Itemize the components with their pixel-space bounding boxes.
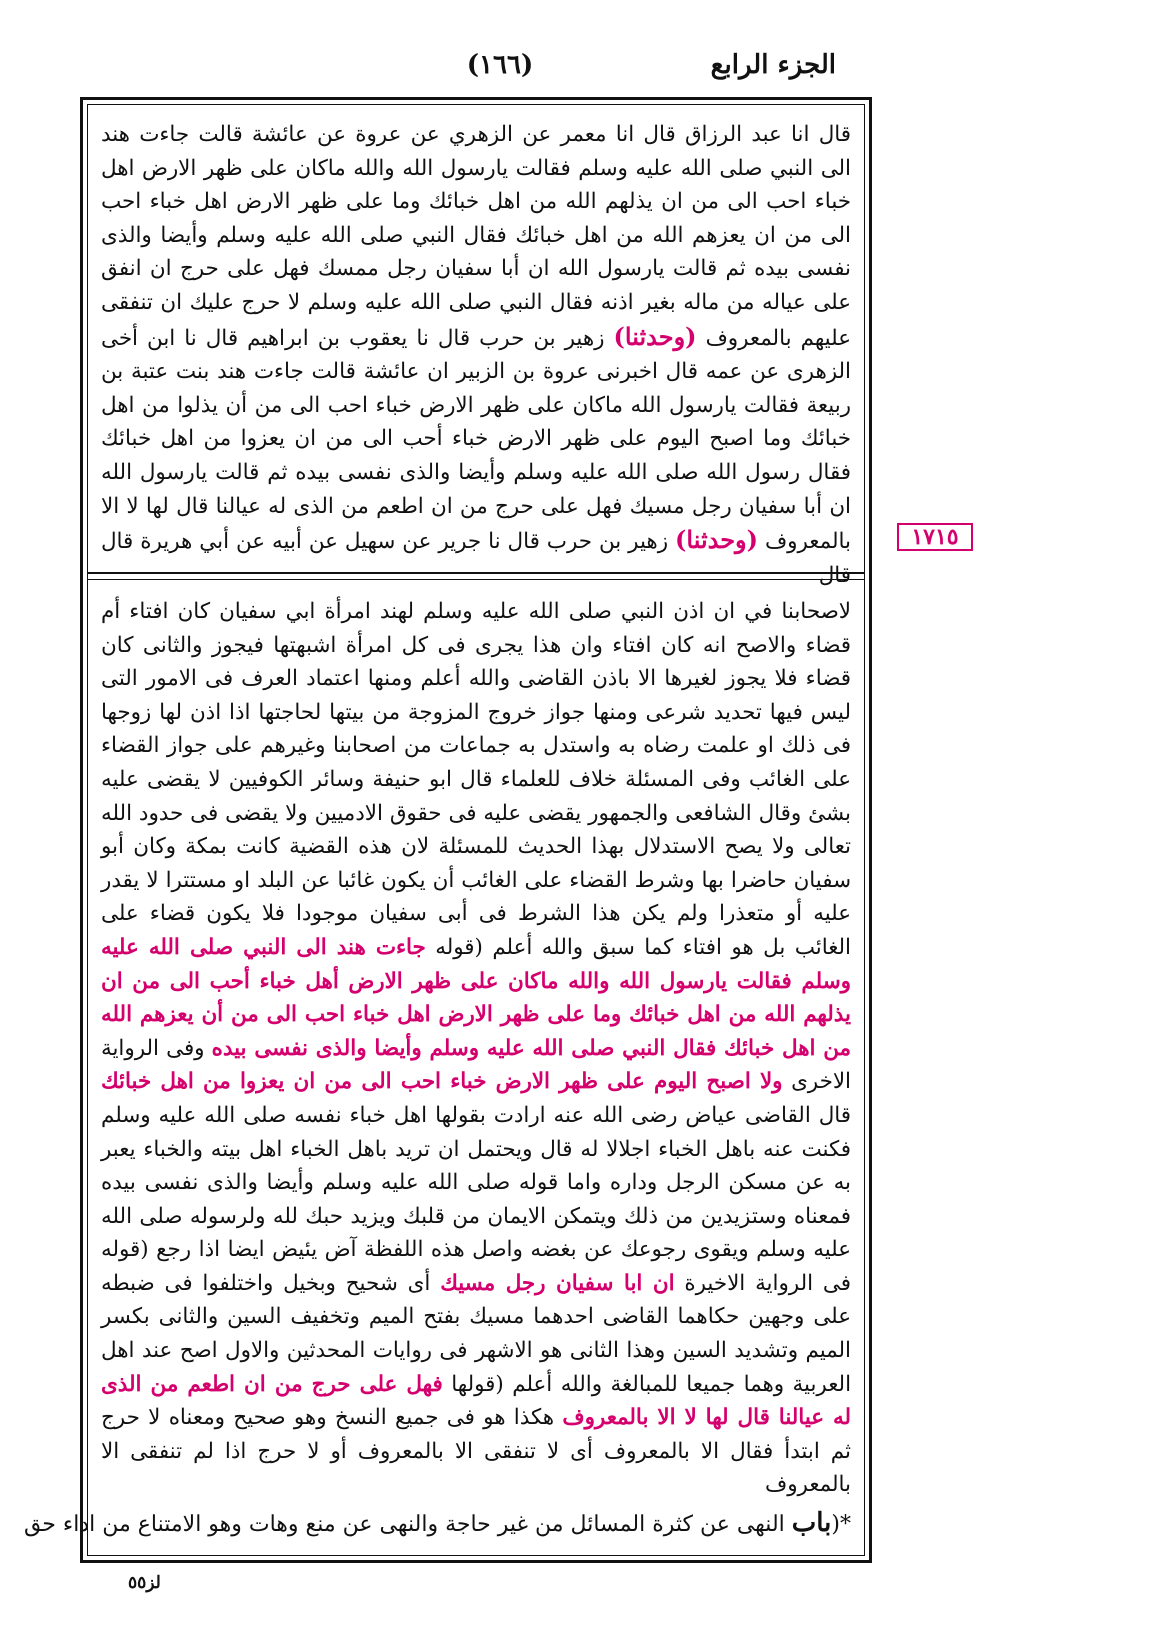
chapter-paren: ( bbox=[831, 1512, 840, 1537]
chapter-keyword: باب bbox=[791, 1508, 832, 1538]
sharh-text-4: أى شحيح وبخيل واختلفوا فى ضبطه على وجهين حكاهما القاضى احدهما مسيك بفتح الميم وتخفيف السين والثانى بكسر الميم وتشديد السين وهذا الثانى هو الاشهر فى روايات المحدثين والاول اصح عند اهل العربية وهما جميعا للمبالغة والله أعلم bbox=[101, 1270, 852, 1397]
quoted-hadith-4: فهل على حرج من ان اطعم من الذى له عيالنا قال لها لا الا بالمعروف bbox=[101, 1371, 851, 1431]
part-title: الجزء الرابع bbox=[710, 50, 836, 80]
sharh-text-2: وفى الرواية الاخرى bbox=[101, 1035, 851, 1095]
chapter-heading bbox=[23, 1508, 851, 1538]
sharh-text-3: قال القاضى عياض رضى الله عنه ارادت بقولها اهل خباء نفسه صلى الله عليه وسلم فكنت عنه باهل الخباء اجلالا له قال ويحتمل ان تريد باهل الخباء اهل بيته والخباء يعبر به عن مسكن الرجل وداره واما قوله صلى الله عليه وسلم وأيضا والذى نفسى بيده فمعناه وستزيدين من ذلك ويتمكن الايمان من قلبك ويزيد حبك لله ولرسوله صلى الله عليه وسلم ويقوى رجوعك عن بغضه واصل هذه اللفظة آض يئيض ايضا اذا رجع bbox=[101, 1102, 851, 1263]
section-divider bbox=[87, 572, 865, 580]
quote-open-4: (قولها bbox=[451, 1371, 504, 1397]
printer-signature: لز٥٥ bbox=[128, 1573, 161, 1593]
matn-text-1: قال انا عبد الرزاق قال انا معمر عن الزهري عن عروة عن عائشة قالت جاءت هند الى النبي صلى الله عليه وسلم فقالت يارسول الله والله ماكان على ظهر الارض اهل خباء احب الى من ان يذلهم الله من اهل خبائك وما على ظهر الارض اهل خباء احب الى من ان يعزهم الله من اهل خبائك فقال النبي صلى الله عليه وسلم وأيضا والذى نفسى بيده ثم قالت يارسول الله ان أبا سفيان رجل ممسك فهل على حرج ان انفق على عياله من ماله بغير اذنه فقال النبي صلى الله عليه وسلم لا حرج عليك ان تنفقى عليهم بالمعروف bbox=[101, 122, 851, 351]
quoted-hadith-1: جاءت هند الى النبي صلى الله عليه وسلم فقالت يارسول الله والله ماكان على ظهر الارض أهل خباء أحب الى من ان يذلهم الله من اهل خبائك وما على ظهر الارض اهل خباء احب الى من أن يعزهم الله من اهل خبائك فقال النبي صلى الله عليه وسلم وأيضا والذى نفسى بيده bbox=[101, 934, 851, 1061]
quote-open-3: (قوله فى الرواية الاخيرة bbox=[101, 1237, 851, 1296]
page-number: (١٦٦) bbox=[466, 50, 534, 80]
quote-open-1: (قوله bbox=[435, 934, 483, 960]
matn-text-2: زهير بن حرب قال نا يعقوب بن ابراهيم قال نا ابن أخى الزهرى عن عمه قال اخبرنى عروة بن الزبير ان عائشة قالت جاءت هند بنت عتبة بن ربيعة فقالت يارسول الله ماكان على ظهر الارض خباء احب الى من أن يذلوا من اهل خبائك وما اصبح اليوم على ظهر الارض خباء أحب الى من ان يعزوا من اهل خبائك فقال رسول الله صلى الله عليه وسلم وأيضا والذى نفسى بيده ثم قالت يارسول الله ان أبا سفيان رجل مسيك فهل على حرج من ان اطعم من الذى له عيالنا قال لها لا الا بالمعروف bbox=[101, 325, 851, 555]
chapter-title: النهى عن كثرة المسائل من غير حاجة والنهى عن منع وهات وهو الامتناع من اداء حق bbox=[23, 1512, 785, 1537]
sharh-text-1: لاصحابنا في ان اذن النبي صلى الله عليه وسلم لهند امرأة ابي سفيان كان افتاء أم قضاء والاصح انه كان افتاء وان هذا يجرى فى كل امرأة اشبهتها فيجوز والثانى كان قضاء فلا يجوز لغيرها الا باذن القاضى والله أعلم ومنها اعتماد العرف فى الامور التى ليس فيها تحديد شرعى ومنها جواز خروج المزوجة من بيتها لحاجتها اذا اذن لها زوجها فى ذلك او علمت رضاه به واستدل به جماعات من اصحابنا وغيرهم على جواز القضاء على الغائب وفى المسئلة خلاف للعلماء قال ابو حنيفة وسائر الكوفيين لا يقضى عليه بشئ وقال الشافعى والجمهور يقضى عليه فى حقوق الادميين ولا يقضى فى حدود الله تعالى ولا يصح الاستدلال بهذا الحديث للمسئلة لان هذه القضية كانت بمكة وكان أبو سفيان حاضرا بها وشرط القضاء على الغائب أن يكون غائبا عن البلد او مستترا لا يقدر عليه أو متعذرا ولم يكن هذا الشرط فى أبى سفيان موجودا فلا يكون قضاء على الغائب بل هو افتاء كما سبق والله أعلم bbox=[101, 599, 852, 960]
sharh-text-5: هكذا هو فى جميع النسخ وهو صحيح ومعناه لا حرج ثم ابتدأ فقال الا بالمعروف أى لا تنفقى الا بالمعروف أو لا حرج اذا لم تنفقى الا بالمعروف bbox=[101, 1405, 851, 1498]
matn-text-3: زهير بن حرب قال نا جرير عن سهيل عن أبيه عن أبي هريرة قال قال bbox=[101, 529, 851, 588]
star-marker: * bbox=[840, 1512, 851, 1537]
hadith-number-badge: ١٧١٥ bbox=[897, 523, 973, 551]
hadith-text-section bbox=[101, 118, 851, 588]
quoted-hadith-2: ولا اصبح اليوم على ظهر الارض خباء احب الى من ان يعزوا من اهل خبائك bbox=[101, 1069, 783, 1095]
quoted-hadith-3: ان ابا سفيان رجل مسيك bbox=[440, 1270, 675, 1296]
commentary-section bbox=[101, 595, 851, 1500]
wahaddathana-keyword: (وحدثنا) bbox=[675, 525, 758, 555]
wahaddathana-keyword: (وحدثنا) bbox=[613, 321, 697, 351]
page-frame bbox=[23, 97, 872, 1563]
